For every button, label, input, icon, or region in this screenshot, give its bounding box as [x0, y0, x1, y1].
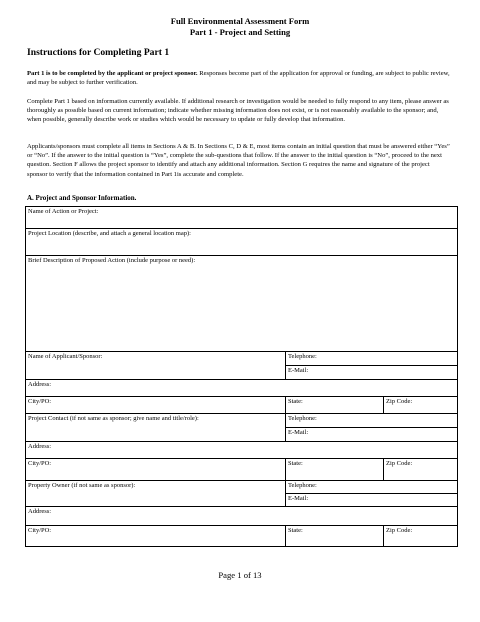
brief-description-label: Brief Description of Proposed Action (include purpose or need):	[28, 257, 196, 264]
owner-address-label: Address:	[28, 508, 52, 515]
project-location-label: Project Location (describe, and attach a general location map):	[28, 230, 191, 237]
owner-city-label: City/PO:	[28, 527, 52, 534]
owner-telephone-field[interactable]	[286, 481, 458, 494]
property-owner-label: Property Owner (if not same as sponsor):	[28, 482, 136, 489]
project-sponsor-table	[25, 206, 458, 547]
applicant-state-label: State:	[288, 398, 303, 405]
name-of-action-label: Name of Action or Project:	[28, 208, 99, 215]
instructions-paragraph-2: Complete Part 1 based on information currently available. If additional research or investigation would be needed to fully respond to any item, please answer as thoroughly as possible based on current information; indicate whether missing information does not exist, or is not reasonably available to the sponsor; and, when possible, generally describe work or studies which would be necessary to update or fully develop that information.	[27, 98, 449, 124]
applicant-email-field[interactable]	[286, 366, 458, 380]
instructions-paragraph-1-bold: Part 1 is to be completed by the applicant or project sponsor.	[27, 70, 198, 77]
form-title: Full Environmental Assessment Form	[170, 16, 310, 26]
brief-description-field[interactable]	[26, 256, 458, 352]
owner-city-field[interactable]	[26, 526, 286, 547]
name-of-action-field[interactable]	[26, 207, 458, 229]
owner-zip-field[interactable]	[384, 526, 458, 547]
owner-address-field[interactable]	[26, 507, 458, 526]
applicant-address-field[interactable]	[26, 380, 458, 397]
applicant-city-field[interactable]	[26, 397, 286, 414]
contact-email-field[interactable]	[286, 428, 458, 442]
contact-state-label: State:	[288, 460, 303, 467]
project-contact-label: Project Contact (if not same as sponsor; give name and title/role):	[28, 415, 199, 422]
applicant-name-field[interactable]	[26, 352, 286, 380]
applicant-address-label: Address:	[28, 381, 52, 388]
contact-telephone-label: Telephone:	[288, 415, 317, 422]
form-subtitle: Part 1 - Project and Setting	[189, 27, 291, 37]
project-contact-field[interactable]	[26, 414, 286, 442]
contact-address-field[interactable]	[26, 442, 458, 459]
project-location-field[interactable]	[26, 229, 458, 256]
applicant-zip-field[interactable]	[384, 397, 458, 414]
instructions-paragraph-1	[27, 69, 451, 87]
page-number: Page 1 of 13	[218, 570, 262, 580]
property-owner-field[interactable]	[26, 481, 286, 507]
applicant-telephone-label: Telephone:	[288, 353, 317, 360]
applicant-email-label: E-Mail:	[288, 367, 309, 374]
contact-address-label: Address:	[28, 443, 52, 450]
section-a-heading: A. Project and Sponsor Information.	[27, 194, 137, 202]
owner-state-label: State:	[288, 527, 303, 534]
applicant-zip-label: Zip Code:	[386, 398, 413, 405]
applicant-name-label: Name of Applicant/Sponsor:	[28, 353, 103, 360]
owner-email-field[interactable]	[286, 494, 458, 507]
owner-state-field[interactable]	[286, 526, 384, 547]
instructions-heading: Instructions for Completing Part 1	[27, 47, 170, 58]
contact-state-field[interactable]	[286, 459, 384, 481]
instructions-paragraph-1-rest: Responses become part of the application for approval or funding, are subject to public review, and may be subject to further verification.	[27, 70, 450, 87]
applicant-city-label: City/PO:	[28, 398, 52, 405]
owner-zip-label: Zip Code:	[386, 527, 413, 534]
contact-telephone-field[interactable]	[286, 414, 458, 428]
contact-city-field[interactable]	[26, 459, 286, 481]
owner-telephone-label: Telephone:	[288, 482, 317, 489]
instructions-paragraph-3: Applicants/sponsors must complete all items in Sections A & B. In Sections C, D & E, most items contain an initial question that must be answered either “Yes” or “No”. If the answer to the initial question is “Yes”, complete the sub-questions that follow. If the answer to the initial question is “No”, proceed to the next question. Section F allows the project sponsor to identify and attach any additional information. Section G requires the name and signature of the project sponsor to verify that the information contained in Part 1is accurate and complete.	[27, 143, 450, 178]
owner-email-label: E-Mail:	[288, 495, 309, 502]
contact-zip-field[interactable]	[384, 459, 458, 481]
contact-city-label: City/PO:	[28, 460, 52, 467]
contact-zip-label: Zip Code:	[386, 460, 413, 467]
applicant-state-field[interactable]	[286, 397, 384, 414]
contact-email-label: E-Mail:	[288, 429, 309, 436]
applicant-telephone-field[interactable]	[286, 352, 458, 366]
